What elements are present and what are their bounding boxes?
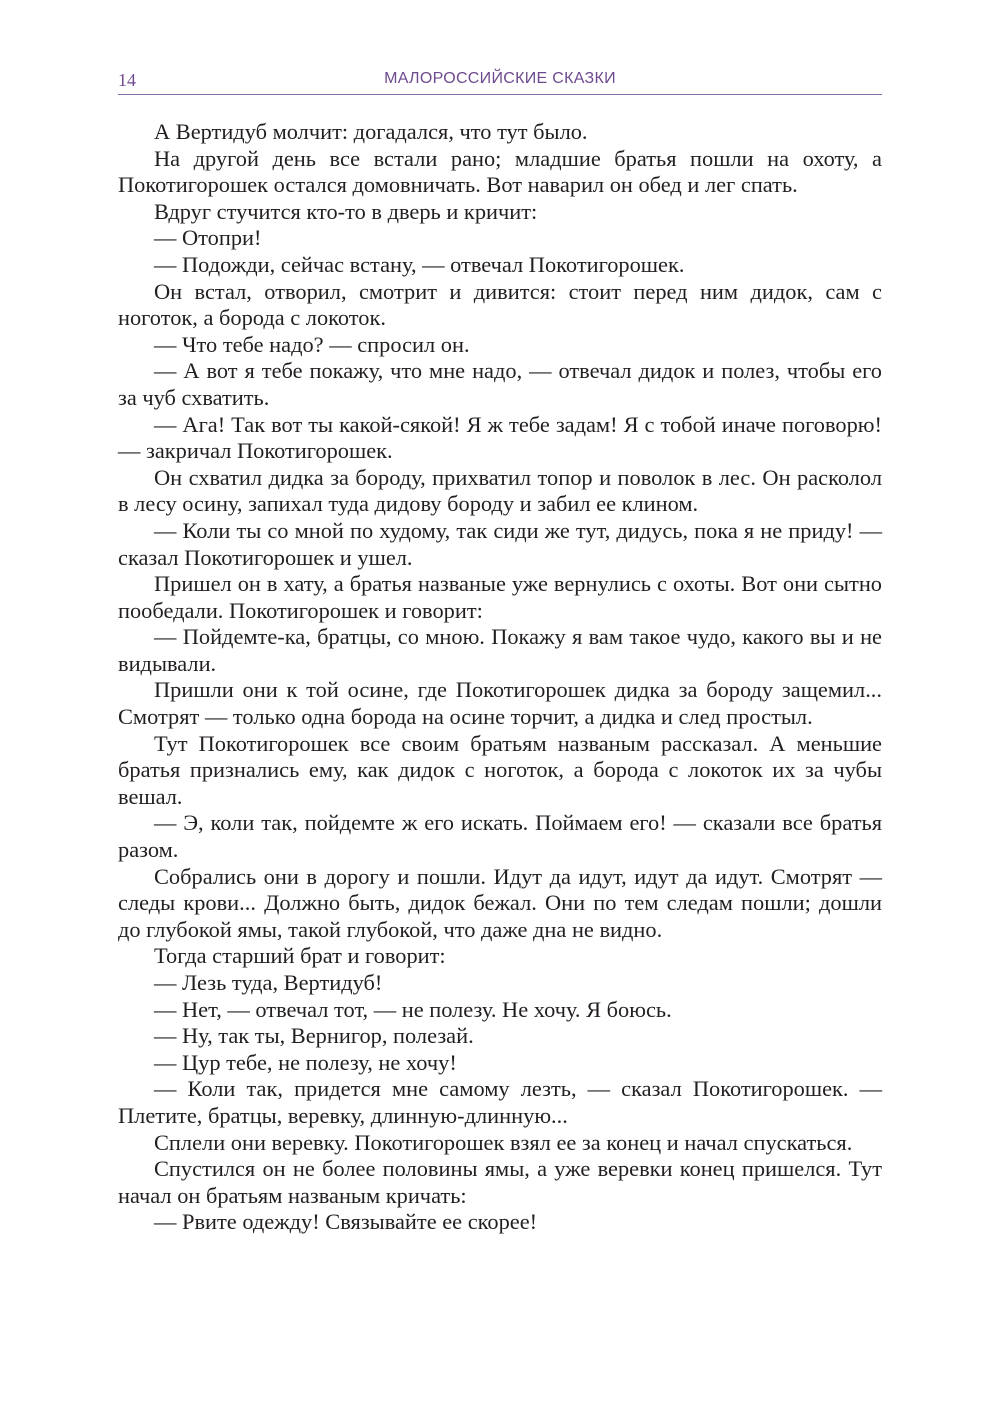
paragraph: Сплели они веревку. Покотигорошек взял ее за конец и начал спускаться. xyxy=(154,1129,853,1155)
body-text xyxy=(118,119,882,1236)
running-header xyxy=(118,64,882,95)
paragraph: — Коли ты со мной по худому, так сиди же тут, дидусь, пока я не приду! — сказал Покотигорошек и ушел. xyxy=(118,517,882,570)
running-title: МАЛОРОССИЙСКИЕ СКАЗКИ xyxy=(384,70,616,87)
paragraph: — Ну, так ты, Вернигор, полезай. xyxy=(154,1023,474,1049)
paragraph: — Рвите одежду! Связывайте ее скорее! xyxy=(154,1209,538,1235)
paragraph: Пришел он в хату, а братья названые уже вернулись с охоты. Вот они сытно пообедали. Покотигорошек и говорит: xyxy=(118,571,882,623)
paragraph: Он встал, отворил, смотрит и дивится: стоит перед ним дидок, сам с ноготок, а борода с локоток. xyxy=(118,278,882,331)
paragraph: — Пойдемте-ка, братцы, со мною. Покажу я вам такое чудо, какого вы и не видывали. xyxy=(118,624,882,676)
paragraph: — Ага! Так вот ты какой-сякой! Я ж тебе задам! Я с тобой иначе поговорю! — закричал Покотигорошек. xyxy=(118,411,882,464)
page-number: 14 xyxy=(118,70,136,90)
paragraph: — А вот я тебе покажу, что мне надо, — отвечал дидок и полез, чтобы его за чуб схватить. xyxy=(118,358,882,410)
paragraph: Собрались они в дорогу и пошли. Идут да идут, идут да идут. Смотрят — следы крови... Должно быть, дидок бежал. Они по тем следам пошли; дошли до глубокой ямы, такой глубокой, что даже дна не видно. xyxy=(118,863,882,942)
paragraph: — Подожди, сейчас встану, — отвечал Покотигорошек. xyxy=(154,251,685,277)
paragraph: Спустился он не более половины ямы, а уже веревки конец пришелся. Тут начал он братьям названым кричать: xyxy=(118,1156,882,1208)
paragraph: — Коли так, придется мне самому лезть, — сказал Покотигорошек. — Плетите, братцы, веревку, длинную-длинную... xyxy=(118,1076,882,1128)
paragraph: Тогда старший брат и говорит: xyxy=(154,943,446,969)
paragraph: Вдруг стучится кто-то в дверь и кричит: xyxy=(154,198,538,224)
paragraph: — Отопри! xyxy=(154,225,262,251)
paragraph: На другой день все встали рано; младшие братья пошли на охоту, а Покотигорошек остался домовничать. Вот наварил он обед и лег спать. xyxy=(118,145,882,198)
paragraph: — Нет, — отвечал тот, — не полезу. Не хочу. Я боюсь. xyxy=(154,996,672,1022)
paragraph: — Цур тебе, не полезу, не хочу! xyxy=(154,1049,457,1075)
paragraph: — Что тебе надо? — спросил он. xyxy=(154,331,470,357)
paragraph: Пришли они к той осине, где Покотигорошек дидка за бороду защемил... Смотрят — только одна борода на осине торчит, а дидка и след простыл. xyxy=(118,677,882,730)
paragraph: — Лезь туда, Вертидуб! xyxy=(154,970,383,995)
paragraph: Он схватил дидка за бороду, прихватил топор и поволок в лес. Он расколол в лесу осину, запихал туда дидову бороду и забил ее клином. xyxy=(118,464,882,517)
paragraph: Тут Покотигорошек все своим братьям названым рассказал. А меньшие братья признались ему, как дидок с ноготок, а борода с локоток их за чубы вешал. xyxy=(118,730,882,809)
paragraph: А Вертидуб молчит: догадался, что тут было. xyxy=(154,119,588,144)
paragraph: — Э, коли так, пойдемте ж его искать. Поймаем его! — сказали все братья разом. xyxy=(118,810,882,863)
